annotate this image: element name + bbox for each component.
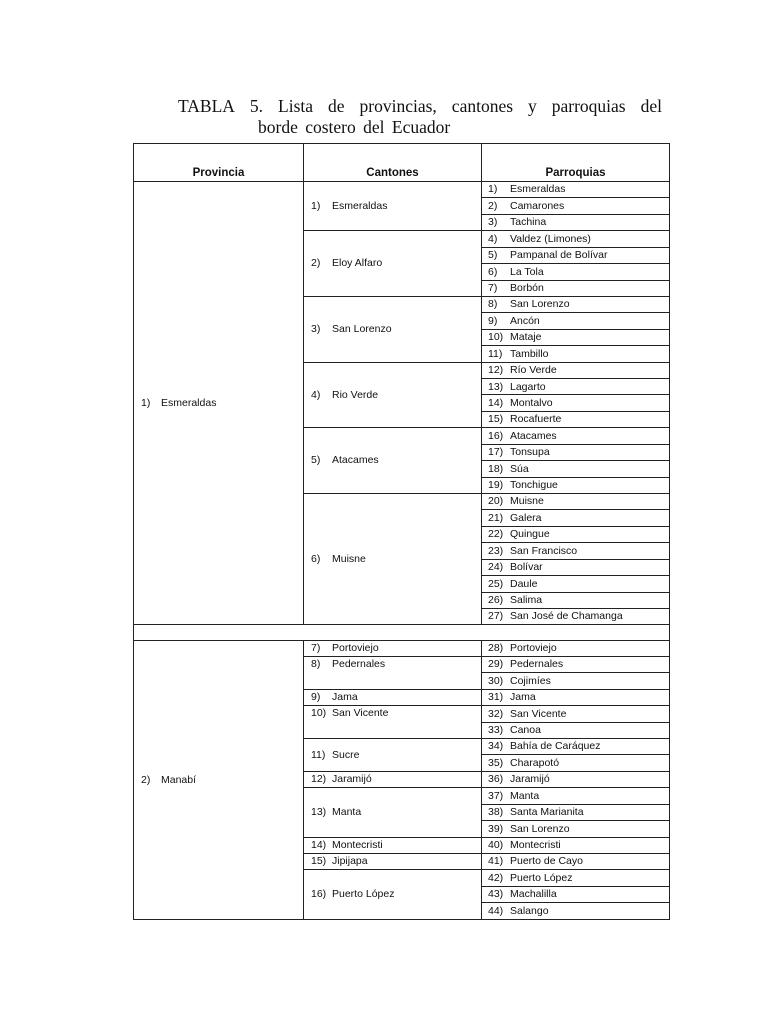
parroquia-number: 2) xyxy=(488,199,498,212)
table-header-row xyxy=(134,144,670,182)
parroquia-number: 25) xyxy=(488,577,504,590)
parroquia-name: Bolívar xyxy=(510,561,543,574)
canton-number: 3) xyxy=(311,323,321,336)
parroquia-cell xyxy=(482,444,670,460)
parroquia-name: Galera xyxy=(510,511,542,524)
parroquia-cell xyxy=(482,576,670,592)
parroquia-cell xyxy=(482,346,670,362)
parroquia-cell xyxy=(482,755,670,771)
caption-word: Lista xyxy=(278,96,314,116)
parroquia-number: 17) xyxy=(488,446,504,459)
canton-name: Eloy Alfaro xyxy=(332,257,383,270)
parroquia-name: Daule xyxy=(510,577,538,590)
parroquia-cell xyxy=(482,198,670,214)
parroquia-name: Jama xyxy=(510,691,536,704)
parroquia-cell xyxy=(482,870,670,886)
parroquia-name: Puerto de Cayo xyxy=(510,855,583,868)
header-provincia: Provincia xyxy=(134,144,304,182)
parroquia-number: 18) xyxy=(488,462,504,475)
parroquia-cell xyxy=(482,510,670,526)
parroquia-number: 24) xyxy=(488,561,504,574)
provincia-name: Manabí xyxy=(161,773,197,786)
canton-number: 15) xyxy=(311,855,327,868)
canton-cell xyxy=(304,689,482,705)
parroquia-cell xyxy=(482,837,670,853)
parroquia-cell xyxy=(482,804,670,820)
canton-number: 4) xyxy=(311,388,321,401)
canton-number: 9) xyxy=(311,691,321,704)
parroquia-name: San José de Chamanga xyxy=(510,610,623,623)
canton-name: Puerto López xyxy=(332,888,395,901)
parroquia-cell xyxy=(482,477,670,493)
parroquia-name: Esmeraldas xyxy=(510,183,566,196)
canton-cell xyxy=(304,771,482,787)
parroquia-cell xyxy=(482,821,670,837)
parroquia-number: 8) xyxy=(488,298,498,311)
parroquia-cell xyxy=(482,656,670,672)
parroquia-cell xyxy=(482,428,670,444)
canton-cell xyxy=(304,788,482,837)
parroquia-name: Cojimíes xyxy=(510,674,551,687)
canton-cell xyxy=(304,656,482,689)
canton-name: Jaramijó xyxy=(332,773,372,786)
parroquia-number: 32) xyxy=(488,707,504,720)
parroquia-cell xyxy=(482,362,670,378)
parroquia-cell xyxy=(482,264,670,280)
canton-number: 16) xyxy=(311,888,327,901)
parroquia-name: Charapotó xyxy=(510,756,560,769)
parroquia-cell xyxy=(482,559,670,575)
parroquia-cell xyxy=(482,411,670,427)
parroquia-name: Tonsupa xyxy=(510,446,550,459)
parroquia-name: Portoviejo xyxy=(510,641,557,654)
canton-name: Jipijapa xyxy=(332,855,368,868)
parroquia-number: 21) xyxy=(488,511,504,524)
parroquia-cell xyxy=(482,494,670,510)
parroquia-name: Puerto López xyxy=(510,871,573,884)
parroquia-number: 29) xyxy=(488,658,504,671)
parroquia-name: Quingue xyxy=(510,528,550,541)
canton-cell xyxy=(304,640,482,656)
parroquia-cell xyxy=(482,739,670,755)
canton-name: Rio Verde xyxy=(332,388,379,401)
canton-cell xyxy=(304,494,482,625)
canton-name: Portoviejo xyxy=(332,641,379,654)
canton-name: Pedernales xyxy=(332,657,386,670)
canton-cell xyxy=(304,428,482,494)
table-row xyxy=(134,640,670,656)
parroquia-name: Río Verde xyxy=(510,364,557,377)
canton-number: 14) xyxy=(311,839,327,852)
parroquia-number: 11) xyxy=(488,347,503,360)
canton-number: 8) xyxy=(311,657,321,670)
parroquia-number: 33) xyxy=(488,724,504,737)
parroquia-number: 28) xyxy=(488,641,504,654)
parroquia-name: San Vicente xyxy=(510,707,567,720)
canton-name: Esmeraldas xyxy=(332,199,388,212)
parroquia-cell xyxy=(482,231,670,247)
parroquia-cell xyxy=(482,313,670,329)
parroquia-name: Pedernales xyxy=(510,658,564,671)
parroquia-number: 7) xyxy=(488,281,498,294)
canton-number: 13) xyxy=(311,806,327,819)
parroquia-name: Atacames xyxy=(510,429,557,442)
parroquia-number: 22) xyxy=(488,528,504,541)
parroquia-number: 3) xyxy=(488,216,498,229)
canton-number: 11) xyxy=(311,748,326,761)
parroquia-cell xyxy=(482,673,670,689)
parroquia-name: San Lorenzo xyxy=(510,822,570,835)
parroquia-cell xyxy=(482,395,670,411)
canton-cell xyxy=(304,870,482,920)
parroquia-name: Salima xyxy=(510,594,543,606)
canton-number: 10) xyxy=(311,707,327,720)
canton-cell xyxy=(304,706,482,739)
parroquia-number: 10) xyxy=(488,331,504,344)
parroquia-number: 12) xyxy=(488,364,504,377)
caption-word: del xyxy=(640,96,662,116)
parroquia-name: Valdez (Limones) xyxy=(510,232,591,245)
caption-word: de xyxy=(328,96,345,116)
canton-cell xyxy=(304,296,482,362)
parroquia-cell xyxy=(482,280,670,296)
canton-cell xyxy=(304,739,482,772)
parroquia-name: Montalvo xyxy=(510,396,553,409)
caption-word: y xyxy=(528,96,537,116)
parroquia-cell xyxy=(482,543,670,559)
header-parroquias: Parroquias xyxy=(482,144,670,182)
provinces-table xyxy=(133,143,670,920)
parroquia-name: Ancón xyxy=(510,314,540,327)
parroquia-number: 13) xyxy=(488,380,504,393)
parroquia-cell xyxy=(482,296,670,312)
parroquia-name: Tonchigue xyxy=(510,479,558,492)
separator-cell xyxy=(134,625,670,640)
canton-name: San Vicente xyxy=(332,707,389,720)
parroquia-number: 35) xyxy=(488,756,504,769)
parroquia-cell xyxy=(482,689,670,705)
parroquia-name: Borbón xyxy=(510,281,544,294)
parroquia-name: Rocafuerte xyxy=(510,413,562,426)
parroquia-name: Bahía de Caráquez xyxy=(510,740,601,753)
parroquia-name: La Tola xyxy=(510,265,544,278)
table-row xyxy=(134,182,670,198)
parroquia-name: Lagarto xyxy=(510,380,546,393)
header-cantones: Cantones xyxy=(304,144,482,182)
parroquia-number: 43) xyxy=(488,888,504,901)
parroquia-name: Jaramijó xyxy=(510,773,550,786)
caption-word: cantones xyxy=(451,96,514,116)
parroquia-number: 9) xyxy=(488,314,498,327)
provincia-number: 1) xyxy=(141,396,151,409)
caption-word: provincias, xyxy=(359,96,437,116)
parroquia-name: Machalilla xyxy=(510,888,557,901)
parroquia-cell xyxy=(482,771,670,787)
canton-cell xyxy=(304,231,482,297)
parroquia-number: 44) xyxy=(488,904,504,917)
parroquia-cell xyxy=(482,788,670,804)
parroquia-number: 42) xyxy=(488,871,504,884)
parroquia-number: 39) xyxy=(488,822,504,835)
parroquia-name: Muisne xyxy=(510,495,544,508)
caption-word: parroquias xyxy=(551,96,626,116)
parroquia-name: Salango xyxy=(510,904,549,917)
parroquia-number: 36) xyxy=(488,773,504,786)
parroquia-name: Montecristi xyxy=(510,839,561,852)
parroquia-cell xyxy=(482,461,670,477)
separator-row xyxy=(134,625,670,640)
parroquia-number: 23) xyxy=(488,544,504,557)
parroquia-number: 41) xyxy=(488,855,504,868)
parroquia-cell xyxy=(482,247,670,263)
canton-cell xyxy=(304,837,482,853)
table-caption xyxy=(178,96,662,138)
parroquia-number: 15) xyxy=(488,413,504,426)
parroquia-cell xyxy=(482,853,670,869)
parroquia-cell xyxy=(482,526,670,542)
table-body xyxy=(134,182,670,920)
parroquia-name: Tachina xyxy=(510,216,547,229)
caption-word: TABLA xyxy=(178,96,235,116)
parroquia-cell xyxy=(482,214,670,230)
canton-number: 7) xyxy=(311,641,321,654)
parroquia-name: Santa Marianita xyxy=(510,806,584,819)
parroquia-cell xyxy=(482,608,670,624)
parroquia-cell xyxy=(482,640,670,656)
parroquia-number: 26) xyxy=(488,594,504,606)
parroquia-number: 6) xyxy=(488,265,498,278)
parroquia-number: 27) xyxy=(488,610,504,623)
provincia-cell xyxy=(134,640,304,920)
provincia-name: Esmeraldas xyxy=(161,396,217,409)
parroquia-number: 20) xyxy=(488,495,504,508)
parroquia-cell xyxy=(482,886,670,902)
canton-cell xyxy=(304,182,482,231)
canton-name: Muisne xyxy=(332,552,366,565)
canton-name: Atacames xyxy=(332,454,379,467)
canton-number: 1) xyxy=(311,199,321,212)
canton-name: Jama xyxy=(332,691,358,704)
parroquia-cell xyxy=(482,592,670,608)
parroquia-cell xyxy=(482,903,670,920)
parroquia-number: 37) xyxy=(488,789,504,802)
caption-word: 5. xyxy=(249,96,264,116)
parroquia-name: Mataje xyxy=(510,331,542,344)
canton-name: San Lorenzo xyxy=(332,323,392,336)
canton-name: Manta xyxy=(332,806,362,819)
parroquia-number: 40) xyxy=(488,839,504,852)
parroquia-number: 30) xyxy=(488,674,504,687)
parroquia-cell xyxy=(482,329,670,345)
canton-number: 2) xyxy=(311,257,321,270)
caption-line-2: borde costero del Ecuador xyxy=(258,117,451,137)
parroquia-number: 4) xyxy=(488,232,498,245)
canton-number: 6) xyxy=(311,552,321,565)
canton-cell xyxy=(304,853,482,869)
parroquia-name: Camarones xyxy=(510,199,565,212)
parroquia-number: 16) xyxy=(488,429,504,442)
parroquia-name: San Francisco xyxy=(510,544,578,557)
canton-number: 5) xyxy=(311,454,321,467)
parroquia-cell xyxy=(482,182,670,198)
parroquia-name: San Lorenzo xyxy=(510,298,570,311)
parroquia-cell xyxy=(482,722,670,738)
parroquia-cell xyxy=(482,706,670,722)
parroquia-number: 14) xyxy=(488,396,504,409)
parroquia-number: 38) xyxy=(488,806,504,819)
canton-number: 12) xyxy=(311,773,327,786)
canton-name: Sucre xyxy=(332,748,360,761)
caption-line-1 xyxy=(178,96,662,117)
parroquia-name: Pampanal de Bolívar xyxy=(510,249,608,262)
parroquia-number: 19) xyxy=(488,479,504,492)
parroquia-name: Manta xyxy=(510,789,540,802)
provincia-number: 2) xyxy=(141,773,151,786)
parroquia-number: 1) xyxy=(488,183,498,196)
provincia-cell xyxy=(134,182,304,625)
parroquia-number: 34) xyxy=(488,740,504,753)
parroquia-number: 5) xyxy=(488,249,498,262)
parroquia-name: Súa xyxy=(510,462,529,475)
canton-name: Montecristi xyxy=(332,839,383,852)
canton-cell xyxy=(304,362,482,428)
parroquia-name: Tambillo xyxy=(510,347,549,360)
parroquia-name: Canoa xyxy=(510,724,541,737)
parroquia-cell xyxy=(482,379,670,395)
parroquia-number: 31) xyxy=(488,691,504,704)
